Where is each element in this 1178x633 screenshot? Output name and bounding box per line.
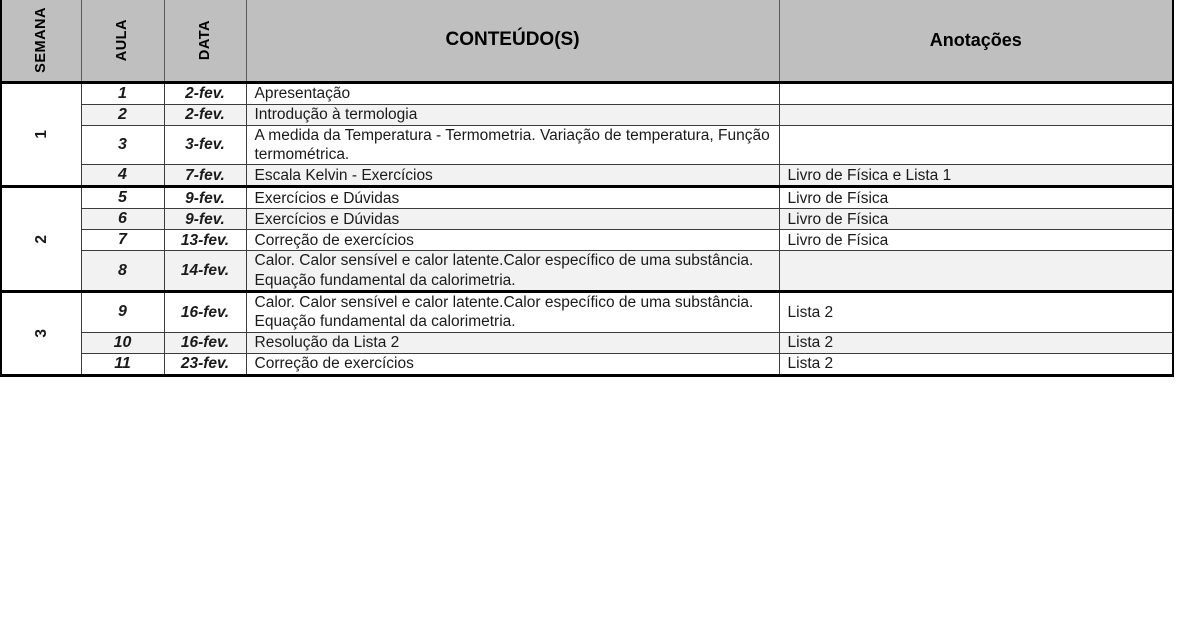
data-cell: 3-fev. [164, 125, 246, 165]
semana-number: 3 [32, 329, 50, 338]
table-row [1, 165, 1173, 187]
column-header-semana-label: SEMANA [33, 7, 49, 74]
column-header-anotacoes-label: Anotações [929, 29, 1022, 50]
anotacoes-cell: Lista 2 [779, 353, 1173, 375]
data-cell: 13-fev. [164, 230, 246, 251]
anotacoes-cell [779, 125, 1173, 165]
conteudo-cell: Correção de exercícios [246, 353, 779, 375]
data-cell: 16-fev. [164, 292, 246, 333]
anotacoes-cell: Livro de Física e Lista 1 [779, 165, 1173, 187]
column-header-conteudo-label: CONTEÚDO(S) [445, 29, 580, 51]
conteudo-cell: Correção de exercícios [246, 230, 779, 251]
aula-cell: 1 [81, 82, 164, 104]
column-header-aula [81, 0, 164, 82]
column-header-data-label: DATA [196, 20, 213, 61]
header-row [1, 0, 1173, 82]
table-row [1, 251, 1173, 292]
aula-cell: 5 [81, 187, 164, 209]
table-row [1, 125, 1173, 165]
table-row [1, 82, 1173, 104]
conteudo-cell: Exercícios e Dúvidas [246, 209, 779, 230]
anotacoes-cell [779, 82, 1173, 104]
aula-cell: 10 [81, 332, 164, 353]
aula-cell: 8 [81, 251, 164, 292]
column-header-aula-label: AULA [114, 19, 131, 62]
data-cell: 7-fev. [164, 165, 246, 187]
table-row [1, 230, 1173, 251]
aula-cell: 11 [81, 353, 164, 375]
conteudo-cell: A medida da Temperatura - Termometria. Variação de temperatura, Função termométrica. [246, 125, 779, 165]
conteudo-cell: Escala Kelvin - Exercícios [246, 165, 779, 187]
data-cell: 2-fev. [164, 82, 246, 104]
conteudo-cell: Resolução da Lista 2 [246, 332, 779, 353]
conteudo-cell: Calor. Calor sensível e calor latente.Calor específico de uma substância. Equação fundamental da calorimetria. [246, 251, 779, 292]
conteudo-cell: Exercícios e Dúvidas [246, 187, 779, 209]
data-cell: 23-fev. [164, 353, 246, 375]
table-body [1, 82, 1173, 375]
table-row [1, 332, 1173, 353]
aula-cell: 4 [81, 165, 164, 187]
data-cell: 9-fev. [164, 209, 246, 230]
semana-cell [1, 187, 81, 292]
table-header [1, 0, 1173, 82]
aula-cell: 2 [81, 104, 164, 125]
conteudo-cell: Calor. Calor sensível e calor latente.Calor específico de uma substância. Equação fundamental da calorimetria. [246, 292, 779, 333]
anotacoes-cell: Livro de Física [779, 230, 1173, 251]
conteudo-cell: Apresentação [246, 82, 779, 104]
anotacoes-cell [779, 104, 1173, 125]
data-cell: 14-fev. [164, 251, 246, 292]
data-cell: 2-fev. [164, 104, 246, 125]
aula-cell: 7 [81, 230, 164, 251]
table-row [1, 353, 1173, 375]
table-row [1, 104, 1173, 125]
anotacoes-cell: Livro de Física [779, 209, 1173, 230]
conteudo-cell: Introdução à termologia [246, 104, 779, 125]
table-row [1, 187, 1173, 209]
data-cell: 16-fev. [164, 332, 246, 353]
data-cell: 9-fev. [164, 187, 246, 209]
semana-cell [1, 82, 81, 187]
anotacoes-cell [779, 251, 1173, 292]
column-header-conteudo [246, 0, 779, 82]
aula-cell: 6 [81, 209, 164, 230]
column-header-semana [1, 0, 81, 82]
semana-number: 1 [32, 130, 50, 139]
anotacoes-cell: Lista 2 [779, 332, 1173, 353]
aula-cell: 3 [81, 125, 164, 165]
anotacoes-cell: Lista 2 [779, 292, 1173, 333]
column-header-data [164, 0, 246, 82]
aula-cell: 9 [81, 292, 164, 333]
column-header-anotacoes [779, 0, 1173, 82]
semana-number: 2 [32, 234, 50, 244]
table-row [1, 292, 1173, 333]
semana-cell [1, 292, 81, 376]
anotacoes-cell: Livro de Física [779, 187, 1173, 209]
table-row [1, 209, 1173, 230]
